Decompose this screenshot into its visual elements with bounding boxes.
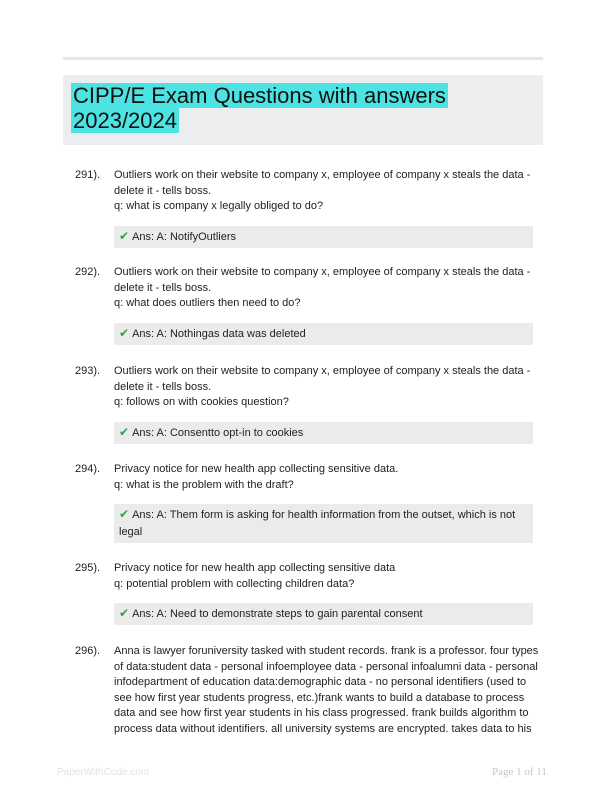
question-number: 296). (75, 645, 101, 657)
question-292 (75, 265, 545, 345)
check-icon: ✔ (119, 507, 130, 521)
top-divider (63, 57, 543, 60)
check-icon: ✔ (119, 424, 130, 439)
question-294 (75, 462, 545, 543)
question-text: Privacy notice for new health app collecting sensitive data. q: what is the problem with the draft? (114, 463, 399, 491)
check-icon: ✔ (119, 228, 130, 243)
question-text: Outliers work on their website to company x, employee of company x steals the data - delete it - tells boss. q: follows on with cookies question? (114, 365, 531, 408)
answer-box: ✔ Ans: A: Them form is asking for health information from the outset, which is not legal (114, 504, 533, 543)
question-number: 292). (75, 266, 101, 278)
question-number: 294). (75, 463, 101, 475)
answer-box: ✔ Ans: A: Need to demonstrate steps to gain parental consent (114, 603, 533, 625)
question-295 (75, 561, 545, 625)
watermark: PaperWithCode.com (57, 767, 150, 778)
question-number: 293). (75, 365, 101, 377)
question-text: Outliers work on their website to company x, employee of company x steals the data - delete it - tells boss. q: what does outliers then need to do? (114, 266, 531, 309)
question-number: 291). (75, 169, 101, 181)
page-title: CIPP/E Exam Questions with answers 2023/2024 (73, 83, 446, 133)
check-icon: ✔ (119, 325, 130, 340)
question-text: Outliers work on their website to company x, employee of company x steals the data - delete it - tells boss. q: what is company x legally obliged to do? (114, 169, 531, 212)
check-icon: ✔ (119, 606, 130, 620)
page-number: Page 1 of 11 (492, 766, 547, 778)
answer-box: ✔ Ans: A: Consentto opt-in to cookies (114, 422, 533, 444)
question-text: Anna is lawyer foruniversity tasked with student records. frank is a professor. four types of data:student data - personal infoemployee data - personal infoalumni data - personal infodepartment of education data:demographic data - no personal identifiers (used to see how first year students progress, etc.)frank wants to build a database to process data and see how first year students in his class progressed. frank builds algorithm to process data without identifiers. all university systems are encrypted. takes data to his (114, 645, 539, 735)
answer-box: ✔ Ans: A: NotifyOutliers (114, 226, 533, 248)
answer-box: ✔ Ans: A: Nothingas data was deleted (114, 323, 533, 345)
question-291 (75, 168, 545, 248)
question-293 (75, 364, 545, 444)
question-text: Privacy notice for new health app collecting sensitive data q: potential problem with collecting children data? (114, 562, 396, 590)
question-296 (75, 644, 545, 737)
title-banner (63, 75, 543, 145)
question-number: 295). (75, 562, 101, 574)
